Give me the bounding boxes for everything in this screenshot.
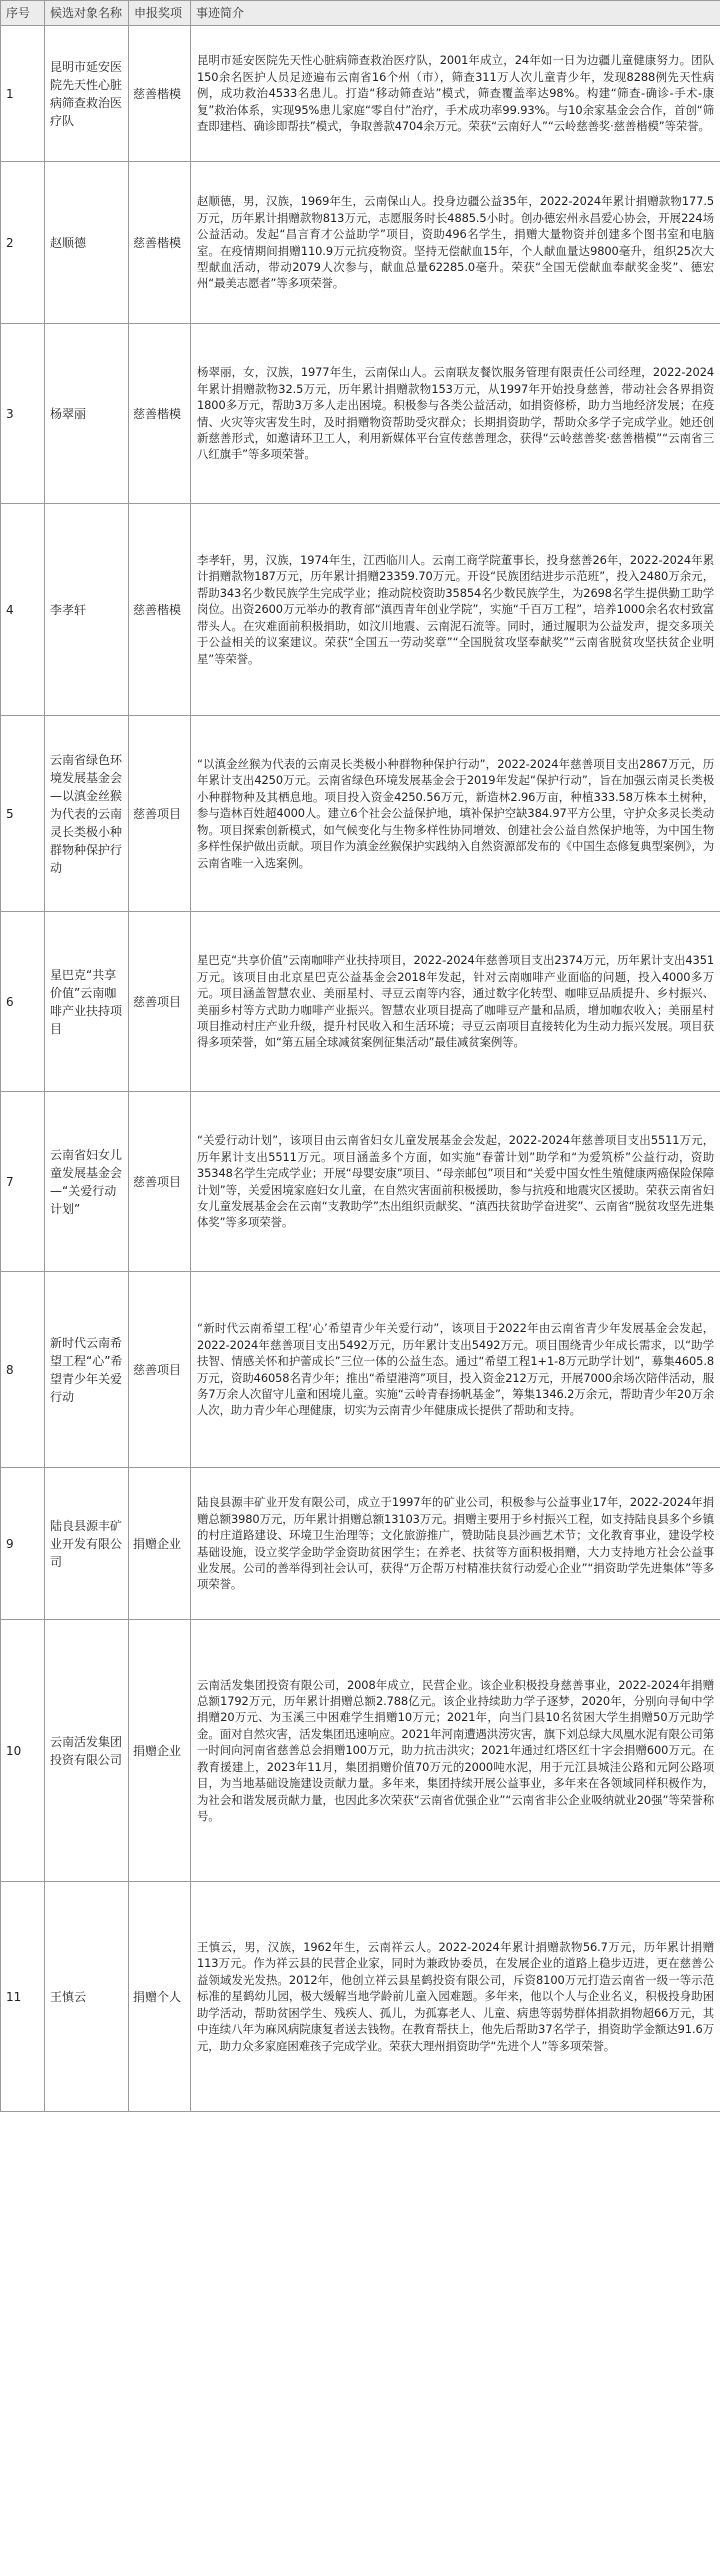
row-award-category: 慈善楷模 — [129, 324, 191, 504]
table-row — [1, 26, 720, 162]
row-candidate-name: 杨翠丽 — [45, 324, 129, 504]
header-row — [1, 1, 720, 26]
row-award-category: 捐赠企业 — [129, 1468, 191, 1620]
header-award-category: 申报奖项 — [129, 1, 191, 26]
row-candidate-name: 新时代云南希望工程“心”希望青少年关爱行动 — [45, 1272, 129, 1468]
row-summary: 杨翠丽，女，汉族，1977年生，云南保山人。云南联友餐饮服务管理有限责任公司经理，2022-2024年累计捐赠款物32.5万元，历年累计捐赠款物153万元，从1997年开始投身慈善，带动社会各界捐资1800多万元，帮助3万多人走出困境。积极参与各类公益活动，如捐资修桥，助力当地经济发展；在疫情、火灾等灾害发生时，及时捐赠物资帮助受灾群众；长期捐资助学，帮助众多学子完成学业。她还创新慈善形式，如邀请环卫工人，利用新媒体平台宣传慈善理念，获得“云岭慈善奖·慈善楷模”“云南省三八红旗手”等多项荣誉。 — [191, 324, 720, 504]
row-candidate-name: 云南省妇女儿童发展基金会—“关爱行动计划” — [45, 1092, 129, 1272]
row-summary: “关爱行动计划”，该项目由云南省妇女儿童发展基金会发起，2022-2024年慈善项目支出5511万元，历年累计支出5511万元。项目涵盖多个方面，如实施“春蕾计划”助学和“为爱筑桥”公益行动，资助35348名学生完成学业；开展“母婴安康”项目、“母亲邮包”项目和“关爱中国女性生殖健康两癌保险保障计划”等，关爱困境家庭妇女儿童，在自然灾害面前积极援助，参与抗疫和地震灾区援助。荣获云南省妇女儿童发展基金会在云南“支教助学”杰出组织贡献奖、“滇西扶贫助学奋进奖”、云南省“脱贫攻坚先进集体奖”等多项荣誉。 — [191, 1092, 720, 1272]
row-candidate-name: 赵顺德 — [45, 162, 129, 324]
row-summary: “以滇金丝猴为代表的云南灵长类极小种群物种保护行动”，2022-2024年慈善项目支出2867万元，历年累计支出4250万元。云南省绿色环境发展基金会于2019年发起“保护行动”，旨在加强云南灵长类极小种群物种及其栖息地。项目投入资金4250.56万元，新造林2.96万亩，种植333.58万株本土树种，参与造林百姓超4000人。建立6个社会公益保护地，填补保护空缺384.97平方公里，守护众多灵长类动物。项目探索创新模式，如气候变化与生物多样性协同增效、创建社会公益自然保护地等，为中国生物多样性保护做出贡献。项目作为滇金丝猴保护实践纳入自然资源部发布的《中国生态修复典型案例》，为云南省唯一入选案例。 — [191, 716, 720, 912]
table-row — [1, 1092, 720, 1272]
row-summary: 李孝轩，男，汉族，1974年生，江西临川人。云南工商学院董事长，投身慈善26年，2022-2024年累计捐赠款物187万元，历年累计捐赠23359.70万元。开设“民族团结进步示范班”，投入2480万余元，帮助343名少数民族学生完成学业；推动院校资助35854名少数民族学生，为2698名学生提供勤工助学岗位。出资2600万元举办的教育部“滇西青年创业学院”，实施“千百万工程”，培养1000余名农村致富带头人。在灾难面前积极捐助，如汶川地震、云南泥石流等。同时，通过履职为公益发声，提交多项关于公益相关的议案建议。荣获“全国五一劳动奖章”“全国脱贫攻坚奉献奖”“云南省脱贫攻坚扶贫企业明星”等荣誉。 — [191, 504, 720, 716]
header-candidate-name: 候选对象名称 — [45, 1, 129, 26]
table-body — [1, 26, 720, 2112]
row-award-category: 捐赠个人 — [129, 1882, 191, 2112]
table-row — [1, 324, 720, 504]
row-award-category: 慈善楷模 — [129, 504, 191, 716]
row-candidate-name: 云南省绿色环境发展基金会—以滇金丝猴为代表的云南灵长类极小种群物种保护行动 — [45, 716, 129, 912]
header-index: 序号 — [1, 1, 45, 26]
row-candidate-name: 昆明市延安医院先天性心脏病筛查救治医疗队 — [45, 26, 129, 162]
row-index: 2 — [1, 162, 45, 324]
row-award-category: 慈善项目 — [129, 912, 191, 1092]
row-award-category: 慈善项目 — [129, 716, 191, 912]
row-index: 9 — [1, 1468, 45, 1620]
row-index: 11 — [1, 1882, 45, 2112]
table-row — [1, 1882, 720, 2112]
row-index: 5 — [1, 716, 45, 912]
row-candidate-name: 陆良县源丰矿业开发有限公司 — [45, 1468, 129, 1620]
row-index: 8 — [1, 1272, 45, 1468]
row-award-category: 慈善楷模 — [129, 26, 191, 162]
row-index: 10 — [1, 1620, 45, 1882]
row-candidate-name: 李孝轩 — [45, 504, 129, 716]
table-row — [1, 912, 720, 1092]
table-row — [1, 1620, 720, 1882]
table-row — [1, 162, 720, 324]
row-summary: “新时代云南希望工程‘心’希望青少年关爱行动”，该项目于2022年由云南省青少年发展基金会发起，2022-2024年慈善项目支出5492万元，历年累计支出5492万元。项目围绕青少年成长需求，以“助学扶智、情感关怀和护蕾成长”三位一体的公益生态。通过“希望工程1+1-8万元助学计划”，募集4605.8万元，资助46058名青少年；推出“希望港湾”项目，投入资金212万元，开展7000余场次陪伴活动，服务7万余人次留守儿童和困境儿童。实施“云岭青春扬帆基金”，筹集1346.2万余元，帮助青少年20万余人次，助力青少年心理健康，切实为云南青少年健康成长提供了帮助和支持。 — [191, 1272, 720, 1468]
table-row — [1, 1272, 720, 1468]
row-summary: 王慎云，男，汉族，1962年生，云南祥云人。2022-2024年累计捐赠款物56.7万元，历年累计捐赠113万元。作为祥云县的民营企业家，同时为兼政协委员，在发展企业的道路上稳步迈进，更在慈善公益领域发光发热。2012年，他创立祥云县星鹤投资有限公司，斥资8100万元打造云南省一级一等示范标准的星鹤幼儿园，极大缓解当地学龄前儿童入园难题。多年来，他以个人与企业名义，积极投身助困助学活动，帮助贫困学生、残疾人、孤儿，为孤寡老人、儿童、病患等弱势群体捐款捐物超66万元，其中连续八年为麻风病院康复者送去钱物。在教育帮扶上，他先后帮助37名学子，捐资助学金额达91.6万元，助力众多家庭困难孩子完成学业。荣获大理州捐资助学“先进个人”等多项荣誉。 — [191, 1882, 720, 2112]
table-row — [1, 716, 720, 912]
row-summary: 昆明市延安医院先天性心脏病筛查救治医疗队，2001年成立，24年如一日为边疆儿童健康努力。团队150余名医护人员足迹遍布云南省16个州（市），筛查311万人次儿童青少年，发现8288例先天性病例，成功救治4533名患儿。打造“移动筛查站”模式，筛查覆盖率达98%。构建“筛查-确诊-手术-康复”救治体系，实现95%患儿家庭“零自付”治疗，手术成功率99.93%。与10余家基金会合作，首创“筛查即建档、确诊即帮扶”模式，争取善款4704余万元。荣获“云南好人”“云岭慈善奖·慈善楷模”等荣誉。 — [191, 26, 720, 162]
row-award-category: 慈善项目 — [129, 1272, 191, 1468]
row-candidate-name: 星巴克“共享价值”云南咖啡产业扶持项目 — [45, 912, 129, 1092]
table-row — [1, 504, 720, 716]
table-row — [1, 1468, 720, 1620]
row-award-category: 慈善项目 — [129, 1092, 191, 1272]
header-summary: 事迹简介 — [191, 1, 720, 26]
row-summary: 陆良县源丰矿业开发有限公司，成立于1997年的矿业公司，积极参与公益事业17年，2022-2024年捐赠总额3980万元，历年累计捐赠总额13103万元。捐赠主要用于乡村振兴工程，如支持陆良县多个乡镇的村庄道路建设、环境卫生治理等；文化旅游推广，赞助陆良县沙画艺术节；文化教育事业，建设学校基础设施，设立奖学金助学金资助贫困学生；在养老、扶贫等方面积极捐赠，大力支持地方社会公益事业发展。公司的善举得到社会认可，获得“万企帮万村精准扶贫行动爱心企业”“捐资助学先进集体”等多项荣誉。 — [191, 1468, 720, 1620]
row-summary: 星巴克“共享价值”云南咖啡产业扶持项目，2022-2024年慈善项目支出2374万元，历年累计支出4351万元。该项目由北京星巴克公益基金会2018年发起，针对云南咖啡产业面临的问题，投入4000多万元。项目涵盖智慧农业、美丽星村、寻豆云南等内容，通过数字化转型、咖啡豆品质提升、乡村振兴、美丽乡村等方式助力咖啡产业振兴。智慧农业项目提高了咖啡豆产量和品质，增加咖农收入；美丽星村项目推动村庄产业升级，提升村民收入和生活环境；寻豆云南项目直接转化为生动力振兴发展。项目获得多项荣誉，如“第五届全球减贫案例征集活动”最佳减贫案例等。 — [191, 912, 720, 1092]
row-candidate-name: 王慎云 — [45, 1882, 129, 2112]
row-award-category: 慈善楷模 — [129, 162, 191, 324]
row-summary: 云南活发集团投资有限公司，2008年成立，民营企业。该企业积极投身慈善事业，2022-2024年捐赠总额1792万元，历年累计捐赠总额2.788亿元。该企业持续助力学子逐梦，2020年，分别向寻甸中学捐赠20万元、为玉溪三中困难学生捐赠10万元；2021年，向当门县10名贫困大学生捐赠50万元助学金。面对自然灾害，活发集团迅速响应。2021年河南遭遇洪涝灾害，旗下刘总绿大凤凰水泥有限公司第一时间向河南省慈善总会捐赠100万元，助力抗击洪灾；2021年通过红塔区红十字会捐赠600万元。在教育援建上，2023年11月，集团捐赠价值70万元的2000吨水泥，用于元江县城洼公路和元阿公路项目，为当地基础设施建设贡献力量。多年来，集团持续开展公益事业，多年来在各领域同样积极作为，为社会和谐发展贡献力量，也因此多次荣获“云南省优强企业”“云南省非公企业吸纳就业20强”等荣誉称号。 — [191, 1620, 720, 1882]
table-header — [1, 1, 720, 26]
row-candidate-name: 云南活发集团投资有限公司 — [45, 1620, 129, 1882]
row-index: 1 — [1, 26, 45, 162]
row-summary: 赵顺德，男，汉族，1969年生，云南保山人。投身边疆公益35年，2022-2024年累计捐赠款物177.5万元，历年累计捐赠款物813万元，志愿服务时长4885.5小时。创办德宏州永昌爱心协会，开展224场公益活动。发起“昌言育才公益助学”项目，资助496名学生，捐赠大量物资并创建多个图书室和电脑室。在疫情期间捐赠110.9万元抗疫物资。坚持无偿献血15年，个人献血量达9800毫升，组织25次大型献血活动，带动2079人次参与，献血总量62285.0毫升。荣获“全国无偿献血奉献奖金奖”、德宏州“最美志愿者”等多项荣誉。 — [191, 162, 720, 324]
row-index: 7 — [1, 1092, 45, 1272]
row-award-category: 捐赠企业 — [129, 1620, 191, 1882]
row-index: 3 — [1, 324, 45, 504]
row-index: 4 — [1, 504, 45, 716]
row-index: 6 — [1, 912, 45, 1092]
